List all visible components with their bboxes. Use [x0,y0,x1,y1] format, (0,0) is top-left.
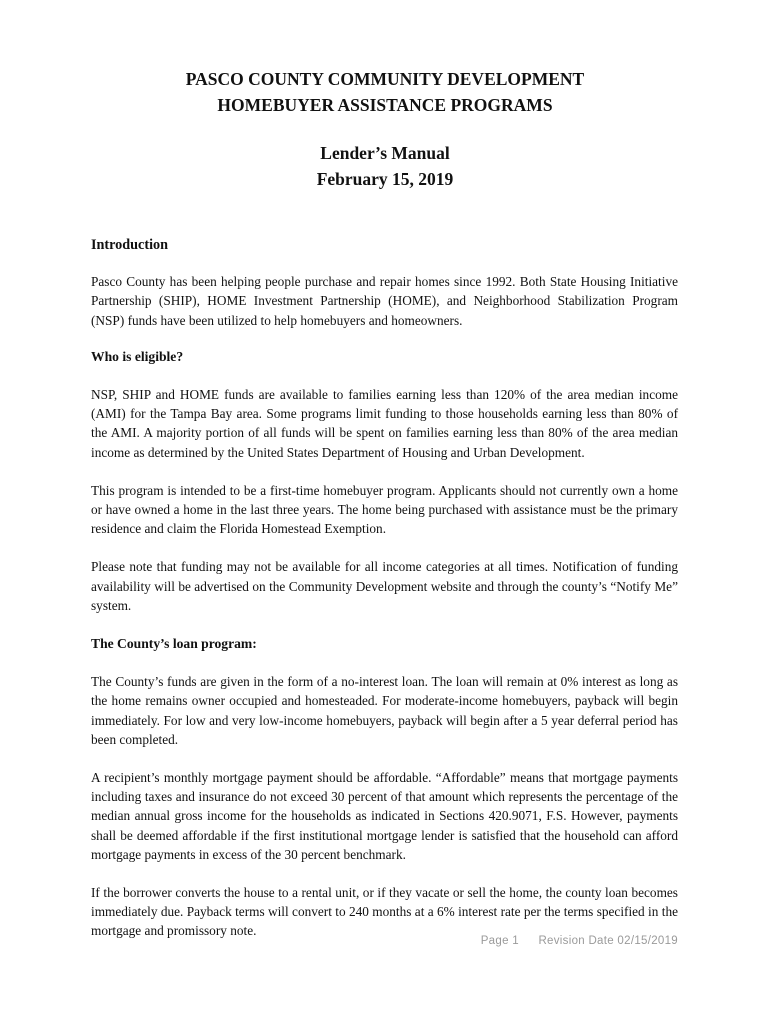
revision-date: Revision Date 02/15/2019 [538,935,678,947]
loan-program-paragraph-1: The County’s funds are given in the form of a no-interest loan. The loan will remain at 0% interest as long as the home remains owner occupied and homesteaded. For moderate-income homebuyers, payback will begin immediately. For low and very low-income homebuyers, payback will begin after a 5 year deferral period has been completed. [91,674,678,747]
title-line-1: PASCO COUNTY COMMUNITY DEVELOPMENT [185,69,585,89]
document-body [91,236,678,941]
page-number: Page 1 [480,935,519,947]
introduction-paragraph: Pasco County has been helping people purchase and repair homes since 1992. Both State Housing Initiative Partnership (SHIP), HOME Investment Partnership (HOME), and Neighborhood Stabilization Program (NSP) funds have been utilized to help homebuyers and homeowners. [91,274,678,328]
eligibility-paragraph-1: NSP, SHIP and HOME funds are available to families earning less than 120% of the area median income (AMI) for the Tampa Bay area. Some programs limit funding to those households earning less than 80% of the AMI. A majority portion of all funds will be spent on families earning less than 80% of the area median income as determined by the United States Department of Housing and Urban Development. [91,387,678,460]
loan-program-paragraph-2: A recipient’s monthly mortgage payment should be affordable. “Affordable” means that mortgage payments including taxes and insurance do not exceed 30 percent of that amount which represents the percentage of the median annual gross income for the households as indicated in Sections 420.9071, F.S. However, payments shall be deemed affordable if the first institutional mortgage lender is satisfied that the household can afford mortgage payments in excess of the 30 percent benchmark. [91,770,678,862]
eligibility-paragraph-3: Please note that funding may not be available for all income categories at all times. Notification of funding availability will be advertised on the Community Development website and through the county’s “Notify Me” system. [91,559,678,613]
title-line-2: HOMEBUYER ASSISTANCE PROGRAMS [217,95,553,115]
introduction-heading: Introduction [91,237,168,253]
loan-program-heading: The County’s loan program: [91,636,257,652]
document-date: February 15, 2019 [316,169,454,189]
loan-program-paragraph-3: If the borrower converts the house to a rental unit, or if they vacate or sell the home, the county loan becomes immediately due. Payback terms will convert to 240 months at a 6% interest rate per the terms specified in the mortgage and promissory note. [91,885,678,939]
eligibility-paragraph-2: This program is intended to be a first-time homebuyer program. Applicants should not currently own a home or have owned a home in the last three years. The home being purchased with assistance must be the primary residence and claim the Florida Homestead Exemption. [91,482,678,537]
manual-title: Lender’s Manual [320,143,450,163]
eligibility-heading: Who is eligible? [91,348,184,364]
page-footer [481,935,678,947]
document-subtitle [0,140,770,192]
document-title [0,66,770,118]
